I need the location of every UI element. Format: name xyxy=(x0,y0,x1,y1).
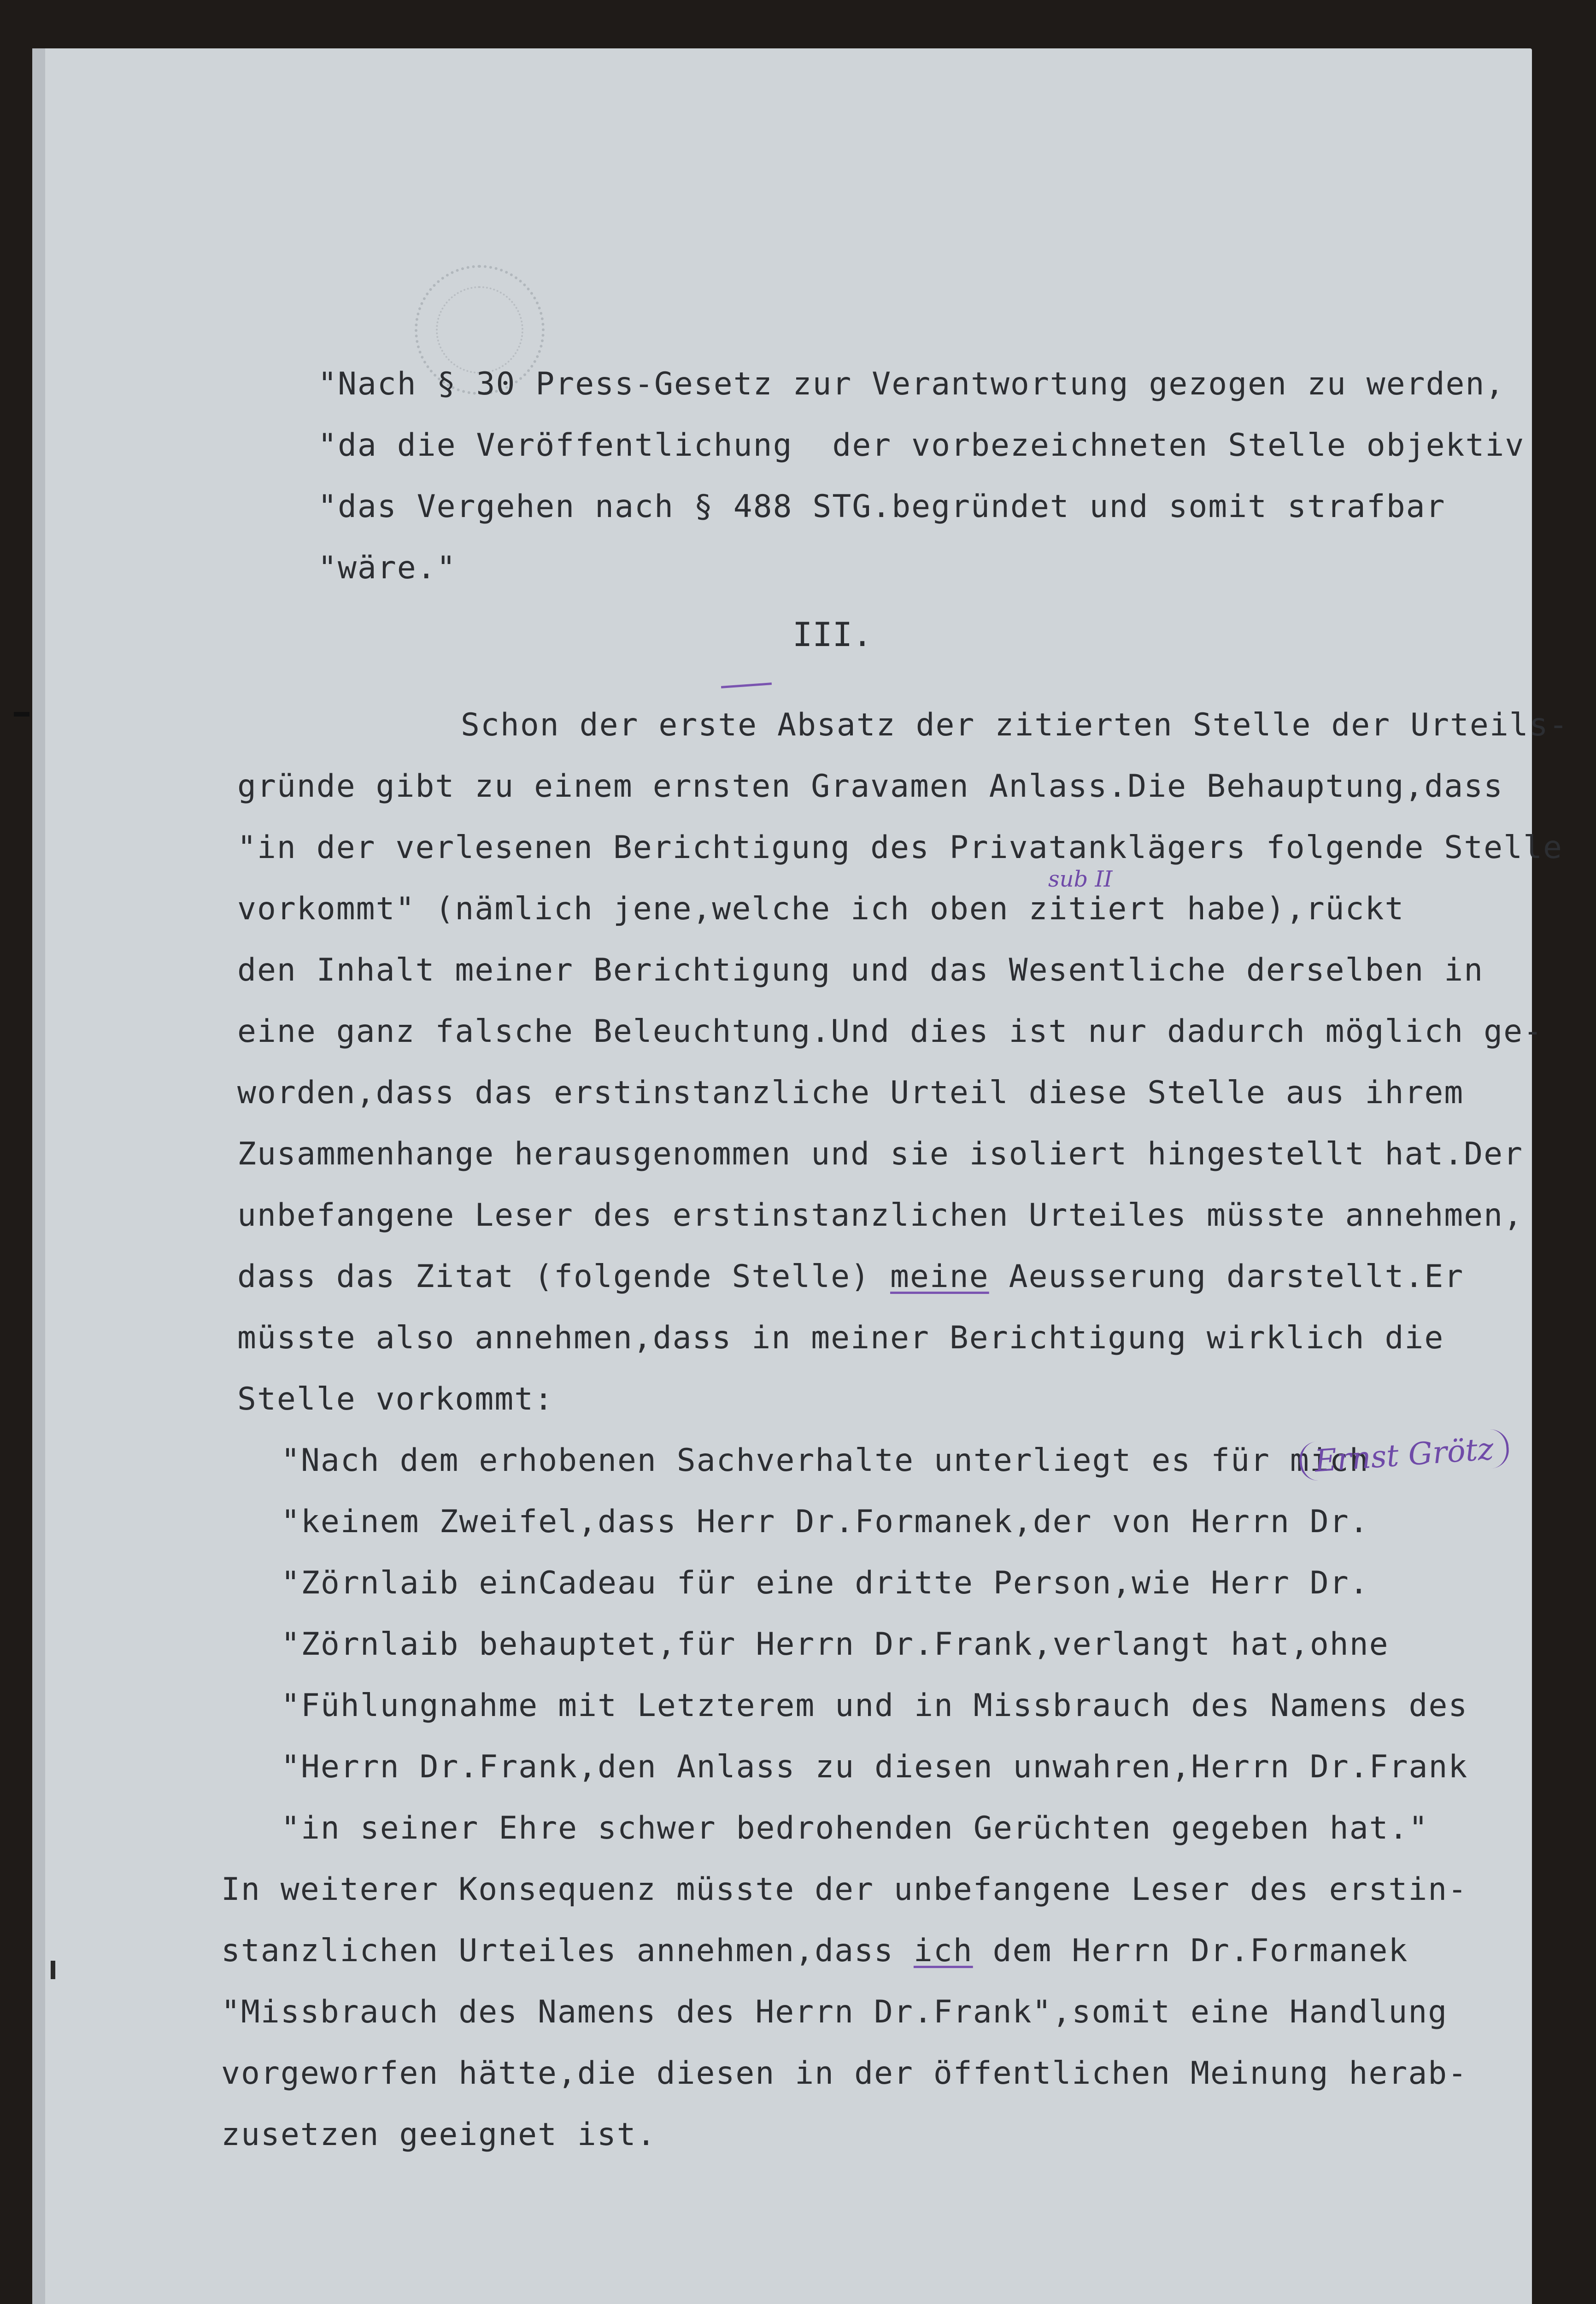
text-line: vorgeworfen hätte,die diesen in der öffentlichen Meinung herab- xyxy=(221,2055,1468,2092)
text-line: den Inhalt meiner Berichtigung und das Wesentliche derselben in xyxy=(237,952,1484,988)
text-line: worden,dass das erstinstanzliche Urteil diese Stelle aus ihrem xyxy=(237,1075,1464,1111)
text-line: "Zörnlaib behauptet,für Herrn Dr.Frank,verlangt hat,ohne xyxy=(281,1626,1389,1663)
text-line: "in seiner Ehre schwer bedrohenden Gerüchten gegeben hat." xyxy=(281,1810,1429,1846)
text-line: "da die Veröffentlichung der vorbezeichneten Stelle objektiv xyxy=(318,427,1525,464)
underlined-word: ich xyxy=(913,1933,973,1969)
text-line: "wäre." xyxy=(318,550,457,586)
text-line: In weiterer Konsequenz müsste der unbefangene Leser des erstin- xyxy=(221,1871,1468,1908)
underlined-word: meine xyxy=(890,1258,989,1295)
text-line: vorkommt" (nämlich jene,welche ich oben zitiert habe),rückt xyxy=(237,891,1405,927)
text-line: eine ganz falsche Beleuchtung.Und dies ist nur dadurch möglich ge- xyxy=(237,1013,1543,1050)
text-line: Stelle vorkommt: xyxy=(237,1381,554,1417)
text-line: "Zörnlaib einCadeau für eine dritte Person,wie Herr Dr. xyxy=(281,1565,1369,1601)
text-line: unbefangene Leser des erstinstanzlichen Urteiles müsste annehmen, xyxy=(237,1197,1524,1234)
text-line: Zusammenhange herausgenommen und sie isoliert hingestellt hat.Der xyxy=(237,1136,1524,1172)
text-line: müsste also annehmen,dass in meiner Berichtigung wirklich die xyxy=(237,1320,1444,1356)
handwritten-insert: sub II xyxy=(1048,866,1113,892)
text-line: "Nach dem erhobenen Sachverhalte unterliegt es für mich xyxy=(281,1442,1369,1479)
text-line: Schon der erste Absatz der zitierten Stelle der Urteils- xyxy=(461,707,1569,743)
punch-mark-icon xyxy=(51,1961,55,1979)
handwritten-signature: Ernst Grötz xyxy=(1298,1428,1510,1482)
text-line: zusetzen geeignet ist. xyxy=(221,2116,657,2153)
text-line: gründe gibt zu einem ernsten Gravamen Anlass.Die Behauptung,dass xyxy=(237,768,1504,805)
text-line: "das Vergehen nach § 488 STG.begründet und somit strafbar xyxy=(318,488,1446,525)
section-heading: III. xyxy=(792,615,873,654)
text-line: "in der verlesenen Berichtigung des Privatanklägers folgende Stelle xyxy=(237,829,1563,866)
text-line: "Herrn Dr.Frank,den Anlass zu diesen unwahren,Herrn Dr.Frank xyxy=(281,1749,1468,1785)
text-line: dass das Zitat (folgende Stelle) meine Aeusserung darstellt.Er xyxy=(237,1258,1464,1295)
text-line: "keinem Zweifel,dass Herr Dr.Formanek,der von Herrn Dr. xyxy=(281,1504,1369,1540)
punch-mark-icon xyxy=(14,712,29,717)
text-line: "Missbrauch des Namens des Herrn Dr.Frank",somit eine Handlung xyxy=(221,1994,1448,2030)
text-line: "Fühlungnahme mit Letzterem und in Missbrauch des Namens des xyxy=(281,1687,1468,1724)
text-line: "Nach § 30 Press-Gesetz zur Verantwortung gezogen zu werden, xyxy=(318,366,1505,402)
text-line: stanzlichen Urteiles annehmen,dass ich dem Herrn Dr.Formanek xyxy=(221,1933,1408,1969)
